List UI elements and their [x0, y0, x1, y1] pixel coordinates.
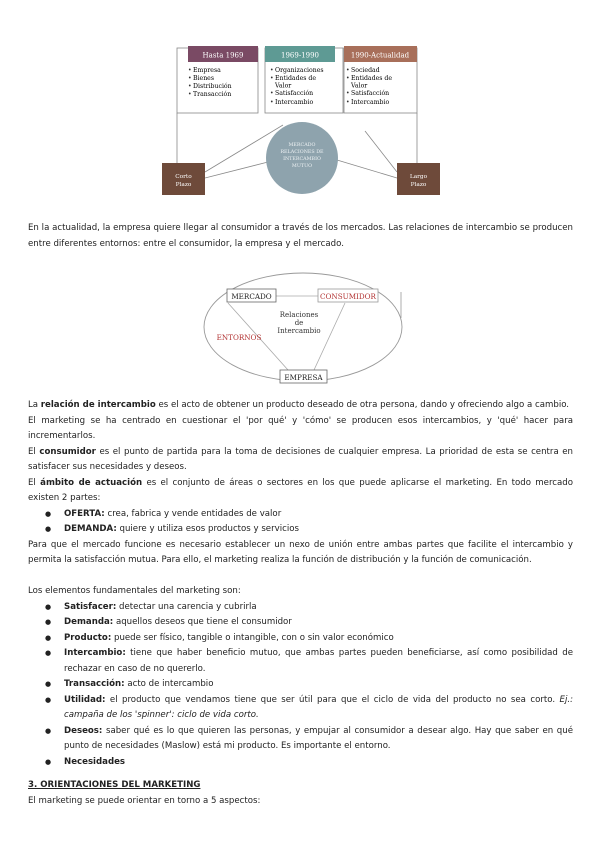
spacer — [28, 770, 573, 778]
long-term-label: Largo — [409, 174, 428, 180]
text-run: El — [28, 477, 41, 488]
empresa-label: EMPRESA — [284, 373, 323, 382]
text-run: aquellos deseos que tiene el consumidor — [113, 617, 292, 627]
bold-term: consumidor — [39, 446, 96, 457]
era-1-item: Distribución — [193, 83, 232, 90]
bullet-icon: • — [270, 75, 274, 82]
list-item — [28, 522, 573, 538]
triangle-line — [314, 303, 345, 370]
bullet-icon: • — [188, 67, 192, 74]
bold-term: Necesidades — [64, 756, 126, 767]
connector-line — [365, 131, 397, 172]
consumidor-label: CONSUMIDOR — [320, 292, 376, 301]
text-run: quiere y utiliza esos productos y servicios — [116, 524, 299, 534]
bullet-icon: • — [270, 90, 274, 97]
item-line: Valor — [275, 82, 292, 90]
era-title-3: 1990-Actualidad — [350, 51, 410, 60]
bold-term: Deseos: — [64, 725, 103, 736]
bullet-icon: • — [346, 75, 350, 82]
text-run: crea, fabrica y vende entidades de valor — [104, 508, 282, 519]
circle-label: MUTUO — [291, 164, 313, 169]
text-run: es el punto de partida para la toma de decisiones de cualquier empresa. La prioridad de esta se centra en satisfacer sus necesidades y deseos. — [28, 446, 573, 472]
center-label: Relaciones — [279, 311, 319, 319]
italic-example: Ej.: campaña de los 'spinner': ciclo de vida corto. — [64, 694, 573, 720]
list-item — [28, 600, 573, 616]
nexo-paragraph: Para que el mercado funcione es necesario establecer un nexo de unión entre ambas partes que facilite el intercambio y permita la satisfacción mutua. Para ello, el marketing realiza la función de distribución y la función de comunicación. — [28, 539, 573, 565]
short-term-label: Corto — [175, 174, 192, 180]
list-item — [28, 631, 573, 647]
era-2-item: Intercambio — [275, 99, 314, 106]
bold-term: DEMANDA: — [64, 524, 117, 534]
bullet-icon: • — [270, 99, 274, 106]
partes-list — [28, 507, 573, 538]
list-item — [28, 646, 573, 677]
list-item — [28, 724, 573, 755]
short-term-label: Plazo — [175, 182, 192, 188]
consumidor-paragraph — [28, 445, 573, 476]
bullet-icon: • — [346, 99, 350, 106]
bold-term: relación de intercambio — [40, 400, 156, 410]
bullet-icon: • — [188, 75, 192, 82]
circle-label: MERCADO — [288, 143, 316, 148]
list-item — [28, 677, 573, 693]
circle-label: RELACIONES DE — [280, 150, 324, 155]
text-run: es el acto de obtener un producto deseado de otra persona, dando y ofreciendo algo a cambio. — [155, 400, 570, 410]
center-label: de — [294, 319, 304, 327]
text-run: puede ser físico, tangible o intangible, con o sin valor económico — [111, 632, 394, 643]
spacer — [28, 569, 573, 585]
era-3-item: Satisfacción — [351, 90, 390, 97]
bold-term: Satisfacer: — [64, 601, 117, 612]
era-3-item: Sociedad — [351, 67, 380, 74]
exchange-relations-diagram — [204, 273, 402, 383]
bullet-icon: • — [346, 90, 350, 97]
long-term-label: Plazo — [410, 182, 427, 188]
main-text-block — [28, 398, 573, 809]
list-item — [28, 507, 573, 523]
text-run: es el conjunto de áreas o sectores en los que puede aplicarse el marketing. En todo mercado existen 2 partes: — [28, 477, 573, 503]
era-title-1: Hasta 1969 — [202, 51, 244, 60]
list-item — [28, 693, 573, 724]
circle-label: INTERCAMBIO — [283, 157, 321, 162]
bold-term: ámbito de actuación — [40, 477, 143, 488]
era-3-item: Intercambio — [351, 99, 390, 106]
era-1-item: Empresa — [193, 67, 221, 74]
mercado-label: MERCADO — [231, 292, 272, 301]
item-line: Valor — [351, 82, 368, 90]
bold-term: OFERTA: — [64, 508, 105, 519]
ambito-paragraph — [28, 476, 573, 507]
text-run: saber qué es lo que quieren las personas, y empujar al consumidor a desear algo. Hay que saber en qué punto de necesidades (Maslow) está mi producto. Es importante el entorno. — [64, 725, 573, 751]
bullet-icon: • — [270, 67, 274, 74]
era-2-item: Organizaciones — [275, 67, 324, 74]
bold-term: Utilidad: — [64, 694, 106, 705]
era-1-item: Transacción — [193, 91, 232, 98]
center-label: Intercambio — [277, 327, 321, 335]
bullet-icon: • — [188, 91, 192, 98]
elementos-list — [28, 600, 573, 771]
era-2-item: Satisfacción — [275, 90, 314, 97]
text-run: acto de intercambio — [124, 679, 214, 689]
text-run: El — [28, 446, 40, 457]
item-line: Entidades de — [351, 75, 393, 82]
connector-line — [337, 160, 397, 178]
text-run: tiene que haber beneficio mutuo, que ambas partes pueden beneficiarse, así como posibilidad de rechazar en caso de no quererlo. — [64, 648, 573, 674]
section-heading: 3. ORIENTACIONES DEL MARKETING — [28, 780, 201, 790]
list-item — [28, 755, 573, 771]
bold-term: Producto: — [64, 632, 112, 643]
marketing-paragraph: El marketing se ha centrado en cuestionar el 'por qué' y 'cómo' se producen esos intercambios, y 'qué' hacer para incrementarlos. — [28, 415, 573, 441]
era-title-2: 1969-1990 — [281, 51, 319, 60]
intro-paragraph-block — [28, 221, 573, 252]
bold-term: Transacción: — [64, 679, 125, 689]
entornos-label: ENTORNOS — [216, 333, 262, 342]
bold-term: Demanda: — [64, 617, 114, 627]
bullet-icon: • — [346, 67, 350, 74]
orientar-paragraph: El marketing se puede orientar en torno a 5 aspectos: — [28, 795, 261, 806]
era-1-item: Bienes — [193, 75, 215, 82]
bold-term: Intercambio: — [64, 648, 126, 658]
bullet-icon: • — [188, 83, 192, 90]
elementos-intro: Los elementos fundamentales del marketing son: — [28, 586, 241, 596]
intro-paragraph: En la actualidad, la empresa quiere llegar al consumidor a través de los mercados. Las relaciones de intercambio se producen entre diferentes entornos: entre el consumidor, la empresa y el mercado. — [28, 223, 573, 249]
list-item — [28, 615, 573, 631]
text-run: el producto que vendamos tiene que ser útil para que el ciclo de vida del producto no sea corto. — [105, 694, 556, 705]
text-run: La — [28, 400, 41, 410]
text-run: detectar una carencia y cubrirla — [116, 601, 257, 612]
relacion-paragraph — [28, 398, 573, 414]
connector-line — [205, 162, 268, 178]
item-line: Entidades de — [275, 75, 317, 82]
